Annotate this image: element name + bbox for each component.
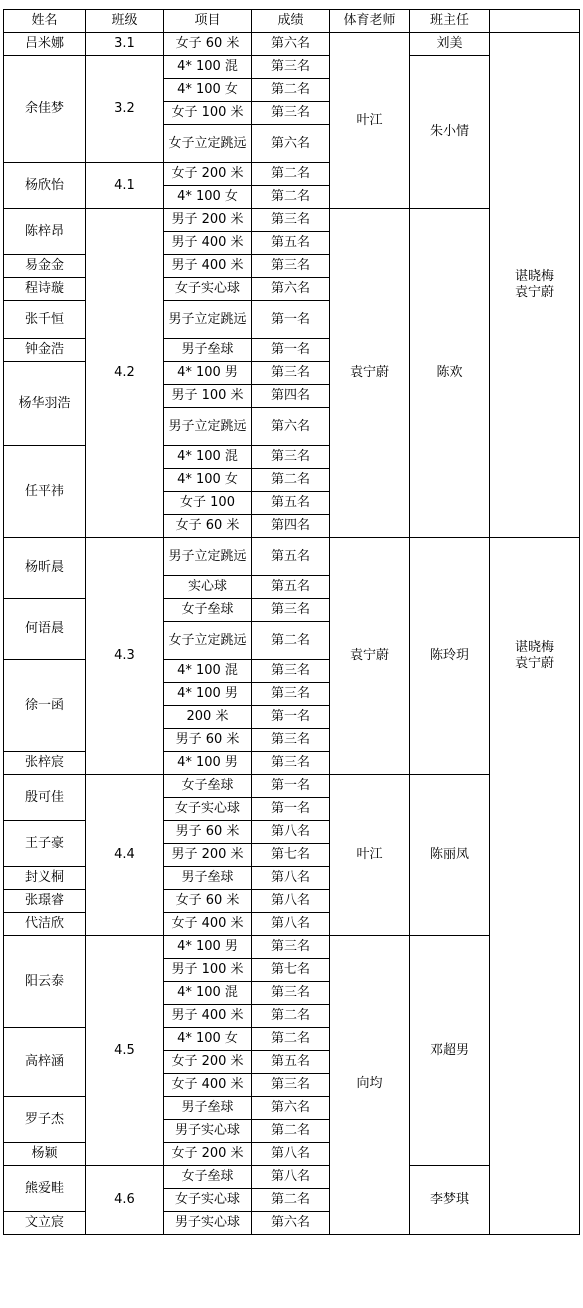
event-cell: 4* 100 女 [164, 1028, 252, 1051]
score-cell: 第三名 [252, 446, 330, 469]
event-cell: 男子实心球 [164, 1212, 252, 1235]
score-cell: 第七名 [252, 844, 330, 867]
student-name: 高梓涵 [4, 1028, 86, 1097]
header-head-teacher: 班主任 [410, 10, 490, 33]
student-name: 张璟睿 [4, 890, 86, 913]
score-cell: 第八名 [252, 1143, 330, 1166]
score-cell: 第四名 [252, 385, 330, 408]
extra-cell: 谌晓梅 袁宁蔚 [490, 33, 580, 538]
event-cell: 男子实心球 [164, 1120, 252, 1143]
event-cell: 男子 100 米 [164, 959, 252, 982]
results-table [3, 9, 580, 1235]
student-name: 杨昕晨 [4, 538, 86, 599]
event-cell: 4* 100 混 [164, 56, 252, 79]
event-cell: 4* 100 男 [164, 936, 252, 959]
score-cell: 第三名 [252, 683, 330, 706]
score-cell: 第一名 [252, 798, 330, 821]
student-name: 程诗璇 [4, 278, 86, 301]
head-teacher-cell: 刘美 [410, 33, 490, 56]
class-cell: 4.6 [86, 1166, 164, 1235]
head-teacher-cell: 陈丽凤 [410, 775, 490, 936]
class-cell: 4.4 [86, 775, 164, 936]
score-cell: 第二名 [252, 1120, 330, 1143]
score-cell: 第一名 [252, 339, 330, 362]
header-row [4, 10, 580, 33]
score-cell: 第三名 [252, 1074, 330, 1097]
event-cell: 男子 100 米 [164, 385, 252, 408]
event-cell: 女子 200 米 [164, 1143, 252, 1166]
score-cell: 第八名 [252, 890, 330, 913]
table-row [4, 33, 580, 56]
score-cell: 第二名 [252, 186, 330, 209]
score-cell: 第六名 [252, 33, 330, 56]
score-cell: 第五名 [252, 492, 330, 515]
event-cell: 200 米 [164, 706, 252, 729]
score-cell: 第二名 [252, 79, 330, 102]
header-score: 成绩 [252, 10, 330, 33]
event-cell: 女子实心球 [164, 1189, 252, 1212]
event-cell: 男子 60 米 [164, 729, 252, 752]
event-cell: 男子 400 米 [164, 255, 252, 278]
score-cell: 第三名 [252, 102, 330, 125]
score-cell: 第六名 [252, 408, 330, 446]
class-cell: 4.2 [86, 209, 164, 538]
event-cell: 男子垒球 [164, 1097, 252, 1120]
event-cell: 女子 60 米 [164, 515, 252, 538]
score-cell: 第二名 [252, 1189, 330, 1212]
score-cell: 第八名 [252, 1166, 330, 1189]
score-cell: 第三名 [252, 936, 330, 959]
student-name: 易金金 [4, 255, 86, 278]
score-cell: 第三名 [252, 255, 330, 278]
class-cell: 4.1 [86, 163, 164, 209]
score-cell: 第一名 [252, 301, 330, 339]
event-cell: 男子立定跳远 [164, 538, 252, 576]
student-name: 王子豪 [4, 821, 86, 867]
score-cell: 第二名 [252, 1005, 330, 1028]
head-teacher-cell: 朱小情 [410, 56, 490, 209]
event-cell: 男子立定跳远 [164, 408, 252, 446]
score-cell: 第八名 [252, 867, 330, 890]
student-name: 杨华羽浩 [4, 362, 86, 446]
score-cell: 第二名 [252, 163, 330, 186]
student-name: 熊爱畦 [4, 1166, 86, 1212]
class-cell: 4.3 [86, 538, 164, 775]
event-cell: 女子实心球 [164, 798, 252, 821]
event-cell: 实心球 [164, 576, 252, 599]
head-teacher-cell: 邓超男 [410, 936, 490, 1166]
event-cell: 女子立定跳远 [164, 125, 252, 163]
score-cell: 第八名 [252, 821, 330, 844]
event-cell: 女子实心球 [164, 278, 252, 301]
score-cell: 第一名 [252, 706, 330, 729]
score-cell: 第三名 [252, 752, 330, 775]
event-cell: 4* 100 混 [164, 660, 252, 683]
student-name: 张千恒 [4, 301, 86, 339]
score-cell: 第三名 [252, 982, 330, 1005]
event-cell: 男子 60 米 [164, 821, 252, 844]
score-cell: 第六名 [252, 1097, 330, 1120]
event-cell: 女子 400 米 [164, 913, 252, 936]
event-cell: 4* 100 混 [164, 446, 252, 469]
event-cell: 4* 100 女 [164, 186, 252, 209]
event-cell: 男子 400 米 [164, 232, 252, 255]
score-cell: 第三名 [252, 209, 330, 232]
score-cell: 第六名 [252, 125, 330, 163]
event-cell: 女子 100 米 [164, 102, 252, 125]
score-cell: 第五名 [252, 232, 330, 255]
score-cell: 第五名 [252, 1051, 330, 1074]
event-cell: 4* 100 男 [164, 683, 252, 706]
score-cell: 第四名 [252, 515, 330, 538]
student-name: 杨颖 [4, 1143, 86, 1166]
student-name: 封义桐 [4, 867, 86, 890]
score-cell: 第二名 [252, 622, 330, 660]
student-name: 陈梓昂 [4, 209, 86, 255]
pe-teacher-cell: 向均 [330, 936, 410, 1235]
event-cell: 女子 200 米 [164, 163, 252, 186]
class-cell: 3.1 [86, 33, 164, 56]
student-name: 何语晨 [4, 599, 86, 660]
class-cell: 3.2 [86, 56, 164, 163]
head-teacher-cell: 陈欢 [410, 209, 490, 538]
score-cell: 第六名 [252, 278, 330, 301]
score-cell: 第三名 [252, 56, 330, 79]
score-cell: 第三名 [252, 599, 330, 622]
student-name: 任平祎 [4, 446, 86, 538]
score-cell: 第六名 [252, 1212, 330, 1235]
extra-cell: 谌晓梅 袁宁蔚 [490, 538, 580, 1235]
event-cell: 女子 60 米 [164, 33, 252, 56]
head-teacher-cell: 李梦琪 [410, 1166, 490, 1235]
header-pe-teacher: 体育老师 [330, 10, 410, 33]
event-cell: 4* 100 女 [164, 469, 252, 492]
student-name: 徐一函 [4, 660, 86, 752]
table-row [4, 538, 580, 576]
score-cell: 第一名 [252, 775, 330, 798]
score-cell: 第三名 [252, 362, 330, 385]
score-cell: 第七名 [252, 959, 330, 982]
header-name: 姓名 [4, 10, 86, 33]
event-cell: 男子 200 米 [164, 209, 252, 232]
event-cell: 4* 100 男 [164, 752, 252, 775]
score-cell: 第五名 [252, 576, 330, 599]
header-class: 班级 [86, 10, 164, 33]
score-cell: 第八名 [252, 913, 330, 936]
event-cell: 女子 200 米 [164, 1051, 252, 1074]
student-name: 文立宸 [4, 1212, 86, 1235]
head-teacher-cell: 陈玲玥 [410, 538, 490, 775]
pe-teacher-cell: 叶江 [330, 775, 410, 936]
student-name: 殷可佳 [4, 775, 86, 821]
student-name: 余佳梦 [4, 56, 86, 163]
pe-teacher-cell: 叶江 [330, 33, 410, 209]
header-event: 项目 [164, 10, 252, 33]
event-cell: 女子垒球 [164, 775, 252, 798]
event-cell: 女子 100 [164, 492, 252, 515]
event-cell: 男子 400 米 [164, 1005, 252, 1028]
event-cell: 男子 200 米 [164, 844, 252, 867]
student-name: 杨欣怡 [4, 163, 86, 209]
header-extra [490, 10, 580, 33]
score-cell: 第三名 [252, 660, 330, 683]
event-cell: 4* 100 混 [164, 982, 252, 1005]
student-name: 张梓宸 [4, 752, 86, 775]
score-cell: 第二名 [252, 1028, 330, 1051]
event-cell: 男子垒球 [164, 339, 252, 362]
event-cell: 女子立定跳远 [164, 622, 252, 660]
event-cell: 女子垒球 [164, 1166, 252, 1189]
student-name: 钟金浩 [4, 339, 86, 362]
pe-teacher-cell: 袁宁蔚 [330, 209, 410, 538]
score-cell: 第二名 [252, 469, 330, 492]
event-cell: 4* 100 女 [164, 79, 252, 102]
student-name: 吕米娜 [4, 33, 86, 56]
event-cell: 男子立定跳远 [164, 301, 252, 339]
event-cell: 女子垒球 [164, 599, 252, 622]
event-cell: 男子垒球 [164, 867, 252, 890]
student-name: 代洁欣 [4, 913, 86, 936]
score-cell: 第五名 [252, 538, 330, 576]
student-name: 阳云泰 [4, 936, 86, 1028]
class-cell: 4.5 [86, 936, 164, 1166]
student-name: 罗子杰 [4, 1097, 86, 1143]
score-cell: 第三名 [252, 729, 330, 752]
event-cell: 4* 100 男 [164, 362, 252, 385]
pe-teacher-cell: 袁宁蔚 [330, 538, 410, 775]
event-cell: 女子 60 米 [164, 890, 252, 913]
event-cell: 女子 400 米 [164, 1074, 252, 1097]
